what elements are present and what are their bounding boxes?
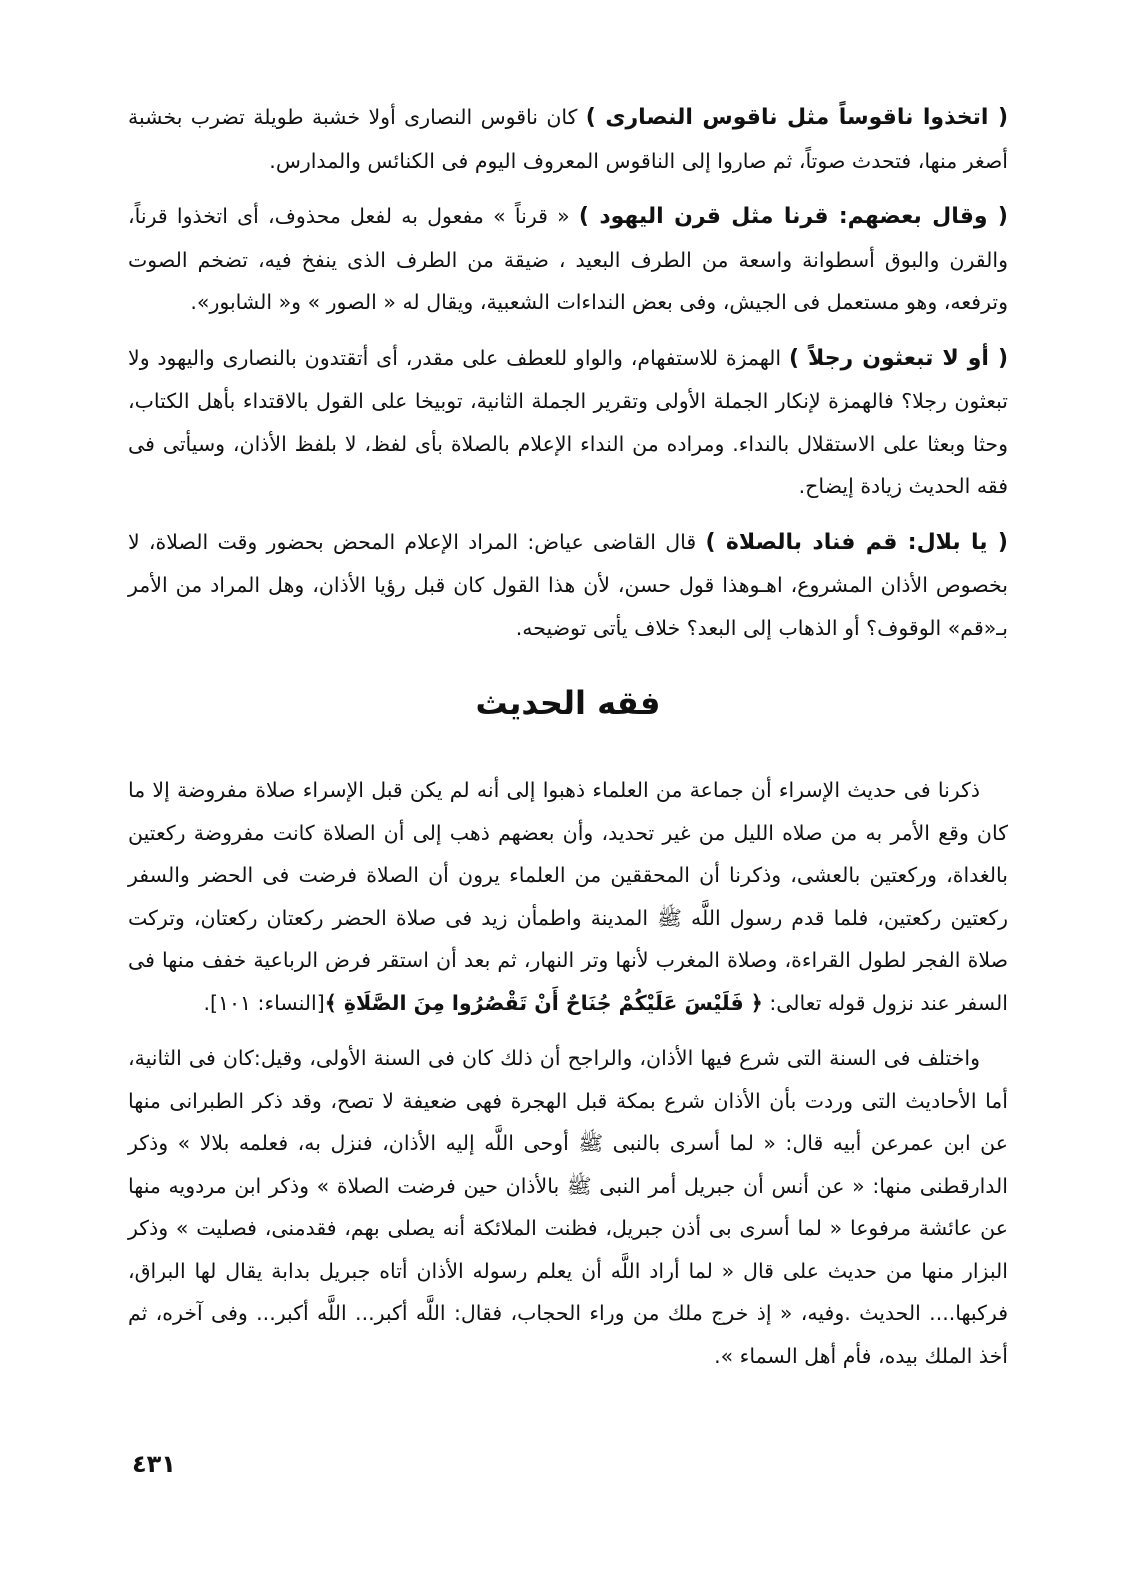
- paragraph-lead-4: ( يا بلال: قم فناد بالصلاة ): [705, 529, 1008, 555]
- paragraph-text-3: الهمزة للاستفهام، والواو للعطف على مقدر، أى أتقتدون بالنصارى واليهود ولا تبعثون رجلا؟ فالهمزة لإنكار الجملة الأولى وتقرير الجملة الثانية، توبيخا على القول بالاقتداء بأهل الكتاب، وحثا وبعثا على الاستقلال بالنداء. ومراده من النداء الإعلام بالصلاة بأى لفظ، لا بلفظ الأذان، وسيأتى فى فقه الحديث زيادة إيضاح.: [128, 345, 1008, 498]
- commentary-paragraph-1: [128, 96, 1008, 182]
- commentary-paragraph-2: [128, 195, 1008, 324]
- paragraph-text-1: كان ناقوس النصارى أولا خشبة طويلة تضرب بخشبة أصغر منها، فتحدث صوتاً، ثم صاروا إلى الناقوس المعروف اليوم فى الكنائس والمدارس.: [128, 105, 1008, 173]
- paragraph-lead-3: ( أو لا تبعثون رجلاً ): [788, 345, 1008, 371]
- fiqh-paragraph-1-text: ذكرنا فى حديث الإسراء أن جماعة من العلماء ذهبوا إلى أنه لم يكن قبل الإسراء صلاة مفروضة إلا ما كان وقع الأمر به من صلاه الليل من غير تحديد، وأن بعضهم ذهب إلى أن الصلاة كانت مفروضة ركعتين بالغداة، وركعتين بالعشى، وذكرنا أن المحققين من العلماء يرون أن الصلاة فرضت فى الحضر والسفر ركعتين ركعتين، فلما قدم رسول اللَّه ﷺ المدينة واطمأن زيد فى صلاة الحضر ركعتان ركعتان، وتركت صلاة الفجر لطول القراءة، وصلاة المغرب لأنها وتر النهار، ثم بعد أن استقر فرض الرباعية خفف منها فى السفر عند نزول قوله تعالى:: [128, 778, 1008, 1015]
- fiqh-paragraph-2: واختلف فى السنة التى شرع فيها الأذان، والراجح أن ذلك كان فى السنة الأولى، وقيل:كان فى الثانية، أما الأحاديث التى وردت بأن الأذان شرع بمكة قبل الهجرة فهى ضعيفة لا تصح، وقد ذكر الطبرانى منها عن ابن عمرعن أبيه قال: « لما أسرى بالنبى ﷺ أوحى اللَّه إليه الأذان، فنزل به، فعلمه بلالا » وذكر الدارقطنى منها: « عن أنس أن جبريل أمر النبى ﷺ بالأذان حين فرضت الصلاة » وذكر ابن مردويه منها عن عائشة مرفوعا « لما أسرى بى أذن جبريل، فظنت الملائكة أنه يصلى بهم، فقدمنى، فصليت » وذكر البزار منها من حديث على قال « لما أراد اللَّه أن يعلم رسوله الأذان أتاه جبريل بدابة يقال لها البراق، فركبها.... الحديث .وفيه، « إذ خرج ملك من وراء الحجاب، فقال: اللَّه أكبر... اللَّه أكبر... وفى آخره، ثم أخذ الملك بيده، فأم أهل السماء ».: [128, 1046, 1008, 1368]
- paragraph-text-2: « قرناً » مفعول به لفعل محذوف، أى اتخذوا قرناً، والقرن والبوق أسطوانة واسعة من الطرف البعيد ، ضيقة من الطرف الذى ينفخ فيه، تضخم الصوت وترفعه، وهو مستعمل فى الجيش، وفى بعض النداءات الشعبية، ويقال له « الصور » و« الشابور».: [128, 204, 1008, 314]
- page-body: [128, 96, 1008, 1390]
- page-number: ٤٣١: [132, 1450, 176, 1478]
- paragraph-lead-1: ( اتخذوا ناقوساً مثل ناقوس النصارى ): [585, 105, 1009, 130]
- commentary-paragraph-4: [128, 521, 1008, 650]
- quran-verse: ﴿ فَلَيْسَ عَلَيْكُمْ جُنَاحٌ أَنْ تَقْصُرُوا مِنَ الصَّلَاةِ ﴾: [324, 990, 763, 1015]
- fiqh-paragraph-1: [128, 769, 1008, 1024]
- paragraph-lead-2: ( وقال بعضهم: قرنا مثل قرن اليهود ): [578, 204, 1008, 229]
- commentary-paragraph-3: [128, 337, 1008, 508]
- verse-reference: [النساء: ١٠١].: [203, 990, 325, 1015]
- section-heading: فقه الحديث: [475, 684, 661, 722]
- paragraph-text-4: قال القاضى عياض: المراد الإعلام المحض بحضور وقت الصلاة، لا بخصوص الأذان المشروع، اهـوهذا قول حسن، لأن هذا القول كان قبل رؤيا الأذان، وهل المراد من الأمر بـ«قم» الوقوف؟ أو الذهاب إلى البعد؟ خلاف يأتى توضيحه.: [128, 529, 1008, 640]
